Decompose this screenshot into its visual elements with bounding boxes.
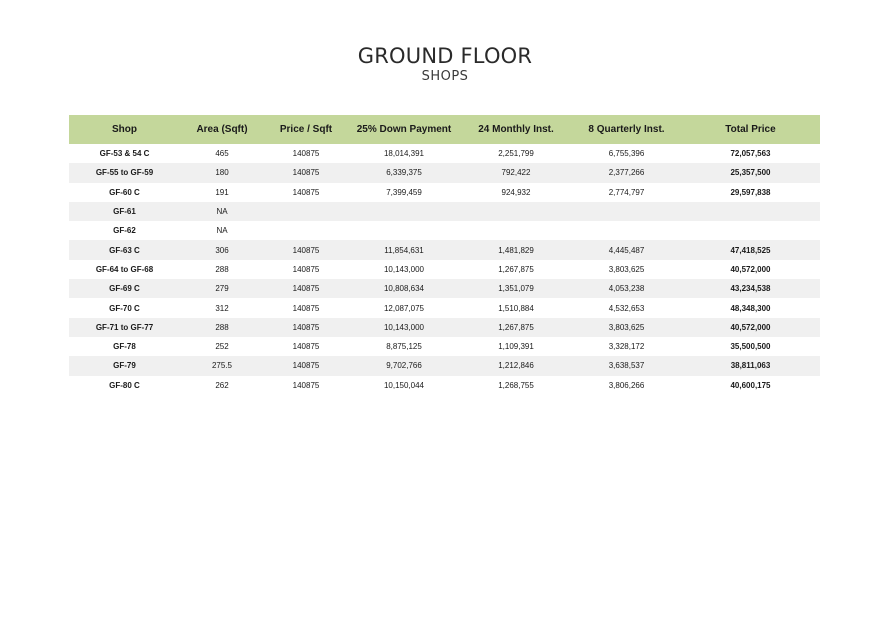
cell-total-price: [681, 221, 820, 240]
cell-quarterly-inst: 4,445,487: [608, 245, 645, 255]
header-monthly-inst: 24 Monthly Inst.: [478, 124, 554, 135]
cell-down-payment: 11,854,631: [384, 245, 424, 255]
cell-monthly-inst: 1,481,829: [498, 245, 534, 255]
cell-area: NA: [216, 207, 228, 217]
cell-shop: GF-80 C: [109, 380, 140, 390]
cell-quarterly-inst: 2,377,266: [608, 168, 645, 178]
cell-area: 275.5: [211, 361, 233, 371]
cell-total-price: 72,057,563: [730, 149, 771, 159]
cell-down-payment: 6,339,375: [386, 168, 422, 178]
cell-total-price: 40,572,000: [730, 264, 771, 274]
header-shop: Shop: [112, 124, 137, 135]
cell-price-per-sqft: 140875: [292, 361, 320, 371]
cell-quarterly-inst: 4,532,653: [608, 303, 645, 313]
table-row: [69, 221, 820, 240]
cell-quarterly-inst: [572, 202, 681, 221]
cell-quarterly-inst: 3,803,625: [608, 264, 645, 274]
page-title: GROUND FLOOR: [357, 44, 533, 68]
cell-area: 306: [215, 245, 229, 255]
cell-area: 262: [215, 380, 229, 390]
cell-price-per-sqft: 140875: [292, 168, 320, 178]
page-subtitle: SHOPS: [421, 69, 469, 84]
cell-shop: GF-55 to GF-59: [95, 168, 154, 178]
cell-shop: GF-61: [113, 207, 136, 217]
cell-monthly-inst: 1,109,391: [498, 342, 534, 352]
cell-price-per-sqft: 140875: [292, 245, 320, 255]
cell-total-price: 35,500,500: [730, 342, 771, 352]
cell-price-per-sqft: 140875: [292, 322, 320, 332]
cell-total-price: 43,234,538: [730, 284, 771, 294]
cell-shop: GF-62: [113, 226, 136, 236]
cell-area: 180: [215, 168, 229, 178]
cell-price-per-sqft: [264, 221, 348, 240]
cell-shop: GF-60 C: [109, 187, 140, 197]
table-row: [69, 260, 820, 279]
cell-shop: GF-78: [113, 342, 136, 352]
cell-monthly-inst: 2,251,799: [498, 149, 534, 159]
cell-total-price: 29,597,838: [730, 187, 771, 197]
cell-area: 288: [215, 264, 229, 274]
cell-total-price: 38,811,063: [730, 361, 771, 371]
cell-area: 288: [215, 322, 229, 332]
cell-area: 252: [215, 342, 229, 352]
price-table: [69, 115, 820, 395]
cell-down-payment: 10,143,000: [383, 264, 425, 274]
cell-down-payment: [348, 202, 460, 221]
table-row: [69, 144, 820, 163]
cell-quarterly-inst: 3,638,537: [608, 361, 645, 371]
cell-down-payment: 8,875,125: [386, 342, 422, 352]
cell-monthly-inst: [460, 202, 572, 221]
cell-shop: GF-53 & 54 C: [99, 149, 150, 159]
table-row: [69, 163, 820, 182]
cell-price-per-sqft: 140875: [292, 264, 320, 274]
cell-monthly-inst: 1,510,884: [498, 303, 534, 313]
cell-shop: GF-79: [113, 361, 136, 371]
cell-price-per-sqft: 140875: [292, 342, 320, 352]
header-price-per-sqft: Price / Sqft: [279, 124, 333, 135]
header-total-price: Total Price: [725, 124, 776, 135]
cell-monthly-inst: 1,267,875: [498, 322, 534, 332]
cell-price-per-sqft: 140875: [292, 284, 320, 294]
header-down-payment: 25% Down Payment: [356, 124, 452, 135]
cell-area: NA: [216, 226, 228, 236]
table-row: [69, 356, 820, 375]
cell-shop: GF-69 C: [109, 284, 140, 294]
table-row: [69, 318, 820, 337]
cell-monthly-inst: 1,268,755: [498, 380, 534, 390]
cell-shop: GF-63 C: [109, 245, 140, 255]
cell-down-payment: 18,014,391: [383, 149, 425, 159]
cell-monthly-inst: 1,351,079: [498, 284, 534, 294]
cell-quarterly-inst: 2,774,797: [608, 187, 645, 197]
cell-monthly-inst: 1,212,846: [498, 361, 534, 371]
cell-monthly-inst: [460, 221, 572, 240]
table-row: [69, 240, 820, 259]
cell-area: 465: [215, 149, 229, 159]
cell-price-per-sqft: 140875: [292, 187, 320, 197]
cell-monthly-inst: 792,422: [501, 168, 531, 178]
cell-area: 279: [215, 284, 229, 294]
cell-down-payment: [348, 221, 460, 240]
cell-total-price: 40,600,175: [730, 380, 771, 390]
cell-down-payment: 10,143,000: [383, 322, 425, 332]
cell-quarterly-inst: 4,053,238: [608, 284, 645, 294]
cell-price-per-sqft: 140875: [292, 380, 320, 390]
cell-total-price: [681, 202, 820, 221]
cell-down-payment: 9,702,766: [386, 361, 422, 371]
cell-shop: GF-70 C: [109, 303, 140, 313]
table-row: [69, 337, 820, 356]
cell-down-payment: 7,399,459: [386, 187, 422, 197]
cell-quarterly-inst: 3,328,172: [608, 342, 645, 352]
cell-down-payment: 12,087,075: [383, 303, 425, 313]
cell-area: 191: [215, 187, 229, 197]
cell-quarterly-inst: 3,803,625: [608, 322, 645, 332]
cell-total-price: 47,418,525: [730, 245, 771, 255]
header-quarterly-inst: 8 Quarterly Inst.: [588, 124, 665, 135]
cell-quarterly-inst: 6,755,396: [608, 149, 645, 159]
cell-shop: GF-71 to GF-77: [95, 322, 154, 332]
cell-price-per-sqft: 140875: [292, 149, 320, 159]
cell-quarterly-inst: [572, 221, 681, 240]
table-row: [69, 376, 820, 395]
table-row: [69, 279, 820, 298]
table-header-row: [69, 115, 820, 144]
cell-total-price: 25,357,500: [730, 168, 771, 178]
cell-area: 312: [215, 303, 229, 313]
cell-quarterly-inst: 3,806,266: [608, 380, 645, 390]
cell-price-per-sqft: 140875: [292, 303, 320, 313]
cell-total-price: 40,572,000: [730, 322, 771, 332]
cell-monthly-inst: 924,932: [501, 187, 531, 197]
cell-price-per-sqft: [264, 202, 348, 221]
cell-down-payment: 10,808,634: [383, 284, 425, 294]
cell-shop: GF-64 to GF-68: [95, 264, 154, 274]
table-row: [69, 183, 820, 202]
cell-monthly-inst: 1,267,875: [498, 264, 534, 274]
cell-down-payment: 10,150,044: [383, 380, 425, 390]
cell-total-price: 48,348,300: [730, 303, 771, 313]
table-row: [69, 202, 820, 221]
header-area: Area (Sqft): [196, 124, 248, 135]
table-row: [69, 298, 820, 317]
